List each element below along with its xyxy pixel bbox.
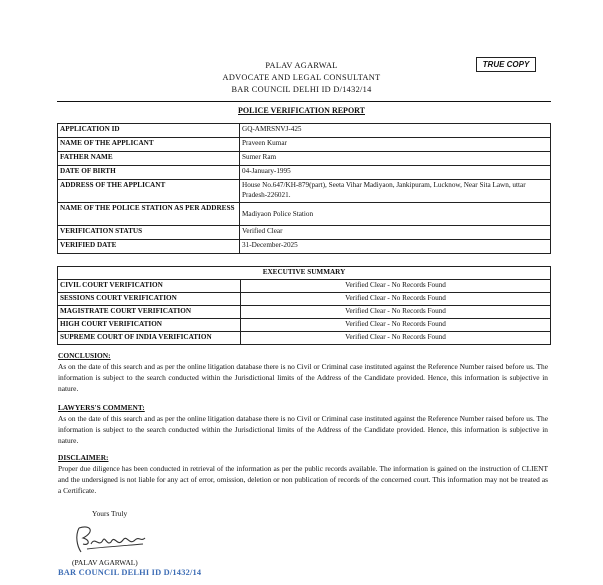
header-divider xyxy=(57,101,551,102)
executive-summary-table xyxy=(57,266,551,345)
summary-title: EXECUTIVE SUMMARY xyxy=(58,267,551,280)
summary-value: Verified Clear - No Records Found xyxy=(241,306,551,319)
conclusion-text: As on the date of this search and as per the online litigation database there is no Civil or Criminal case instituted against the Reference Number raised before us. The information is subject to the search conducted within the Jurisdictional limits of the Address of the Candidate provided. Hence, this information is subjective in nature. xyxy=(58,362,548,393)
table-row xyxy=(58,267,551,280)
summary-value: Verified Clear - No Records Found xyxy=(241,332,551,345)
true-copy-stamp: TRUE COPY xyxy=(476,57,536,72)
detail-label: ADDRESS OF THE APPLICANT xyxy=(58,180,240,203)
detail-value: Madiyaon Police Station xyxy=(240,203,551,226)
table-row xyxy=(58,319,551,332)
report-title: POLICE VERIFICATION REPORT xyxy=(238,106,365,115)
detail-value: GQ-AMRSNVJ-425 xyxy=(240,124,551,138)
summary-value: Verified Clear - No Records Found xyxy=(241,280,551,293)
table-row xyxy=(58,293,551,306)
table-row xyxy=(58,306,551,319)
detail-label: VERIFIED DATE xyxy=(58,240,240,254)
summary-value: Verified Clear - No Records Found xyxy=(241,319,551,332)
conclusion-heading: CONCLUSION: xyxy=(58,351,111,360)
detail-value: House No.647/KH-879(part), Seeta Vihar Madiyaon, Jankipuram, Lucknow, Near Sita Lawn, uttar Pradesh-226021. xyxy=(240,180,551,203)
table-row xyxy=(58,152,551,166)
detail-label: NAME OF THE APPLICANT xyxy=(58,138,240,152)
summary-label: SESSIONS COURT VERIFICATION xyxy=(58,293,241,306)
detail-value: Praveen Kumar xyxy=(240,138,551,152)
advocate-name: PALAV AGARWAL xyxy=(265,61,338,70)
comment-text: As on the date of this search and as per the online litigation database there is no Civil or Criminal case instituted against the Reference Number raised before us. The information is subject to the search conducted within the Jurisdictional limits of the Address of the Candidate provided. Hence, this information is subjective in nature. xyxy=(58,414,548,445)
summary-label: MAGISTRATE COURT VERIFICATION xyxy=(58,306,241,319)
detail-value: Verified Clear xyxy=(240,226,551,240)
conclusion-section xyxy=(58,350,548,394)
lawyers-comment-section xyxy=(58,402,548,446)
applicant-details-table xyxy=(57,123,551,254)
detail-label: NAME OF THE POLICE STATION AS PER ADDRESS xyxy=(58,203,240,226)
detail-label: FATHER NAME xyxy=(58,152,240,166)
summary-label: CIVIL COURT VERIFICATION xyxy=(58,280,241,293)
footer-bar-council-id: BAR COUNCIL DELHI ID D/1432/14 xyxy=(58,568,202,577)
summary-label: HIGH COURT VERIFICATION xyxy=(58,319,241,332)
table-row xyxy=(58,138,551,152)
comment-heading: LAWYERS'S COMMENT: xyxy=(58,403,145,412)
closing-text: Yours Truly xyxy=(92,509,128,518)
table-row xyxy=(58,180,551,203)
summary-label: SUPREME COURT OF INDIA VERIFICATION xyxy=(58,332,241,345)
signatory-name: (PALAV AGARWAL) xyxy=(72,558,138,567)
detail-value: 04-January-1995 xyxy=(240,166,551,180)
disclaimer-heading: DISCLAIMER: xyxy=(58,453,109,462)
detail-label: DATE OF BIRTH xyxy=(58,166,240,180)
detail-label: VERIFICATION STATUS xyxy=(58,226,240,240)
detail-label: APPLICATION ID xyxy=(58,124,240,138)
table-row xyxy=(58,332,551,345)
table-row xyxy=(58,166,551,180)
detail-value: 31-December-2025 xyxy=(240,240,551,254)
table-row xyxy=(58,240,551,254)
table-row xyxy=(58,203,551,226)
table-row xyxy=(58,226,551,240)
detail-value: Sumer Ram xyxy=(240,152,551,166)
table-row xyxy=(58,124,551,138)
signature-image xyxy=(69,522,149,556)
table-row xyxy=(58,280,551,293)
disclaimer-section xyxy=(58,452,548,496)
summary-value: Verified Clear - No Records Found xyxy=(241,293,551,306)
advocate-role: ADVOCATE AND LEGAL CONSULTANT xyxy=(222,73,381,82)
bar-council-id: BAR COUNCIL DELHI ID D/1432/14 xyxy=(231,85,372,94)
disclaimer-text: Proper due diligence has been conducted in retrieval of the information as per the public records available. The information is gained on the instruction of CLIENT and the undersigned is not liable for any act of error, omission, deletion or non publication of records of the concerned court. This information may not be treated as a Certificate. xyxy=(58,464,548,495)
